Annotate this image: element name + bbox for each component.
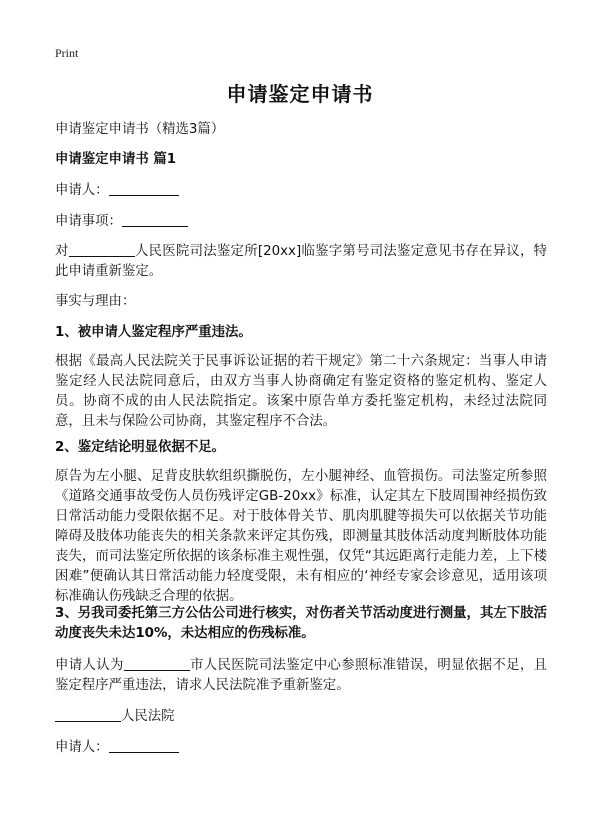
reason-heading-2: 2、鉴定结论明显依据不足。 bbox=[55, 440, 226, 455]
court-line bbox=[55, 707, 547, 727]
conclusion-paragraph bbox=[55, 656, 547, 696]
conclusion-text: 市人民医院司法鉴定中心参照标准错误，明显依据不足，且鉴定程序严重违法，请求人民法院准予重新鉴定。 bbox=[55, 658, 548, 693]
page-title: 申请鉴定申请书 bbox=[226, 82, 374, 106]
matter-label: 申请事项： bbox=[55, 214, 122, 229]
intro-paragraph bbox=[55, 242, 547, 282]
hospital-blank bbox=[69, 242, 135, 257]
reason-body-2: 原告为左小腿、足背皮肤软组织撕脱伤，左小腿神经、血管损伤。司法鉴定所参照《道路交通事故受伤人员伤残评定GB-20xx》标准，认定其左下肢周围神经损伤致日常活动能力受限依据不足。对于肢体骨关节、肌肉肌腱等损失可以依据关节功能障碍及肢体功能丧失的相关条款来评定其伤残，即测量其肢体活动度判断肢体功能丧失，而司法鉴定所依据的该条标准主观性强，仅凭“其远距离行走能力差，上下楼困难”便确认其日常活动能力轻度受限，未有相应的‘神经专家会诊意见，适用该项标准确认伤残缺乏合理的依据。 bbox=[55, 469, 547, 604]
intro-prefix: 对 bbox=[55, 244, 69, 259]
court-label: 人民法院 bbox=[121, 709, 175, 724]
court-blank bbox=[55, 707, 121, 722]
conclusion-prefix: 申请人认为 bbox=[55, 658, 124, 673]
applicant-label: 申请人： bbox=[55, 183, 109, 198]
matter-blank bbox=[122, 212, 188, 227]
applicant-line bbox=[55, 181, 547, 201]
print-link[interactable]: Print bbox=[55, 46, 79, 60]
conclusion-blank bbox=[124, 656, 190, 671]
matter-line bbox=[55, 212, 547, 232]
signature-line bbox=[55, 738, 547, 758]
facts-label: 事实与理由： bbox=[55, 294, 136, 309]
signature-blank bbox=[109, 738, 179, 753]
reason-heading-3: 3、另我司委托第三方公估公司进行核实，对伤者关节活动度进行测量，其左下肢活动度丧失未达10%，未达相应的伤残标准。 bbox=[55, 606, 547, 641]
intro-text: 人民医院司法鉴定所[20xx]临鉴字第号司法鉴定意见书存在异议，特此申请重新鉴定。 bbox=[55, 244, 548, 279]
reason-body-1: 根据《最高人民法院关于民事诉讼证据的若干规定》第二十六条规定：当事人申请鉴定经人民法院同意后，由双方当事人协商确定有鉴定资格的鉴定机构、鉴定人员。协商不成的由人民法院指定。该案中原告单方委托鉴定机构，未经过法院同意，且未与保险公司协商，其鉴定程序不合法。 bbox=[55, 354, 547, 429]
signature-label: 申请人： bbox=[55, 740, 109, 755]
applicant-blank bbox=[109, 181, 179, 196]
section-title: 申请鉴定申请书 篇1 bbox=[55, 152, 177, 167]
subtitle: 申请鉴定申请书（精选3篇） bbox=[55, 122, 225, 137]
reason-heading-1: 1、被申请人鉴定程序严重违法。 bbox=[55, 325, 252, 340]
